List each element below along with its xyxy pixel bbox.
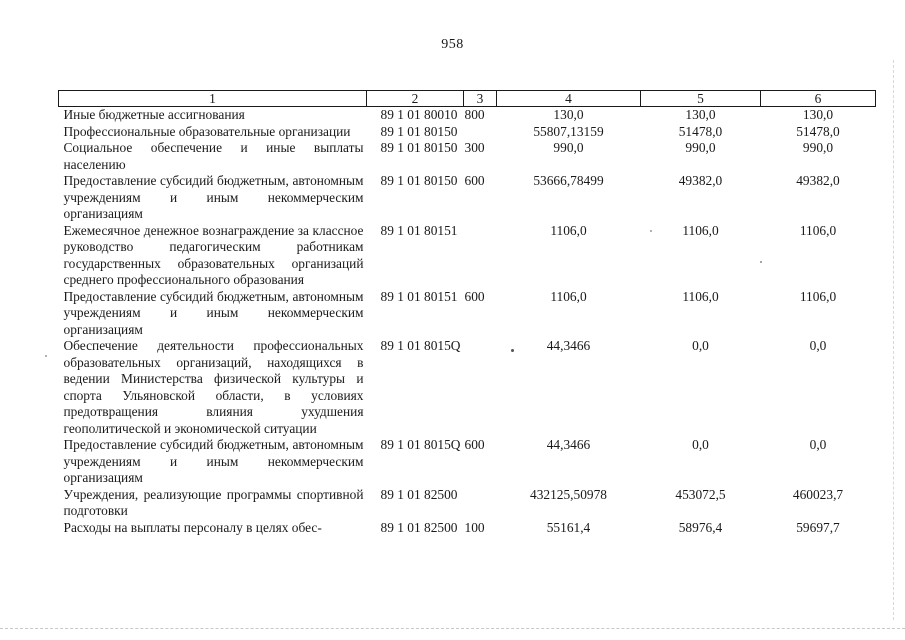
scan-speck <box>511 349 514 352</box>
row-expense-type <box>464 487 497 520</box>
table-row <box>59 487 876 520</box>
column-header-6: 6 <box>761 91 876 107</box>
row-code: 89 1 01 80150 <box>380 173 458 188</box>
row-value-6: 990,0 <box>802 140 834 155</box>
row-value-5: 51478,0 <box>678 123 723 139</box>
row-value-4: 990,0 <box>553 140 584 155</box>
row-value-5: 0,0 <box>692 338 709 353</box>
row-value-4: 53666,78499 <box>533 173 604 188</box>
row-code: 89 1 01 8015Q <box>380 338 461 353</box>
row-value-4: 432125,50978 <box>530 486 607 502</box>
row-value-6: 49382,0 <box>796 173 840 188</box>
row-value-6: 1106,0 <box>799 288 837 304</box>
row-value-5: 49382,0 <box>678 173 723 188</box>
table-row <box>59 289 876 339</box>
row-value-4: 130,0 <box>553 107 584 122</box>
row-name: Предоставление субсидий бюджетным, автономным учреждениям и иным некоммерческим организациям <box>63 173 364 221</box>
table-row <box>59 140 876 173</box>
row-value-4: 55807,13159 <box>533 123 604 139</box>
row-name: Иные бюджетные ассигнования <box>63 107 245 122</box>
row-value-6: 460023,7 <box>792 486 844 502</box>
table-row <box>59 124 876 141</box>
row-name: Профессиональные образовательные организации <box>63 123 351 139</box>
row-name: Социальное обеспечение и иные выплаты населению <box>63 140 364 172</box>
row-value-6: 0,0 <box>809 437 827 452</box>
row-expense-type <box>464 223 497 289</box>
row-name: Обеспечение деятельности профессиональных образовательных организаций, находящихся в ведении Министерства физической культуры и спорта Ульяновской области, в условиях предотвращения влияния ухудшения геополитической и экономической ситуации <box>63 338 364 436</box>
column-header-4: 4 <box>497 91 641 107</box>
column-header-1: 1 <box>59 91 367 107</box>
row-expense-type: 600 <box>464 173 485 188</box>
table-row <box>59 338 876 437</box>
row-expense-type <box>464 338 497 437</box>
scan-speck <box>45 355 47 357</box>
row-expense-type: 800 <box>464 107 485 122</box>
column-header-3: 3 <box>464 91 497 107</box>
row-value-4: 1106,0 <box>550 222 587 238</box>
row-name: Предоставление субсидий бюджетным, автономным учреждениям и иным некоммерческим организациям <box>63 288 364 337</box>
table-row <box>59 223 876 289</box>
table-row <box>59 173 876 223</box>
row-value-5: 58976,4 <box>678 519 723 535</box>
page-number: 958 <box>441 37 464 52</box>
column-header-5: 5 <box>641 91 761 107</box>
row-value-5: 453072,5 <box>675 486 726 502</box>
row-value-5: 130,0 <box>685 107 716 122</box>
row-name: Расходы на выплаты персоналу в целях обес- <box>63 519 322 535</box>
row-value-6: 59697,7 <box>796 519 840 535</box>
table-row <box>59 520 876 537</box>
scan-speck <box>760 261 762 263</box>
row-code: 89 1 01 8015Q <box>380 437 461 452</box>
row-expense-type <box>464 124 497 141</box>
table-row <box>59 437 876 487</box>
row-expense-type: 100 <box>464 519 485 535</box>
table-body <box>59 107 876 537</box>
row-name: Учреждения, реализующие программы спортивной подготовки <box>63 486 364 518</box>
row-code: 89 1 01 82500 <box>380 519 458 535</box>
row-expense-type: 600 <box>464 288 485 304</box>
row-value-5: 1106,0 <box>682 288 719 304</box>
row-code: 89 1 01 82500 <box>380 486 458 502</box>
column-header-2: 2 <box>367 91 464 107</box>
row-value-4: 44,3466 <box>546 437 591 452</box>
row-value-6: 51478,0 <box>796 123 840 139</box>
row-value-4: 55161,4 <box>546 519 591 535</box>
row-expense-type: 600 <box>464 437 485 452</box>
scan-edge-right <box>893 60 895 620</box>
scan-speck <box>650 230 652 232</box>
row-name: Ежемесячное денежное вознаграждение за классное руководство педагогическим работникам государственных образовательных организаций среднего профессионального образования <box>63 222 364 287</box>
budget-table <box>58 90 876 536</box>
table-row <box>59 107 876 124</box>
row-value-6: 1106,0 <box>799 222 837 238</box>
row-code: 89 1 01 80151 <box>380 288 458 304</box>
row-code: 89 1 01 80010 <box>380 107 458 122</box>
row-value-4: 1106,0 <box>550 288 587 304</box>
row-value-6: 130,0 <box>802 107 834 122</box>
row-code: 89 1 01 80150 <box>380 140 458 155</box>
row-value-5: 990,0 <box>685 140 716 155</box>
row-code: 89 1 01 80150 <box>380 123 458 139</box>
row-name: Предоставление субсидий бюджетным, автономным учреждениям и иным некоммерческим организациям <box>63 437 364 485</box>
table-header <box>59 91 876 107</box>
row-value-5: 1106,0 <box>682 222 719 238</box>
row-value-6: 0,0 <box>809 338 827 353</box>
row-value-5: 0,0 <box>692 437 709 452</box>
scan-edge-bottom <box>0 628 905 630</box>
row-expense-type: 300 <box>464 140 485 155</box>
row-value-4: 44,3466 <box>546 338 591 353</box>
row-code: 89 1 01 80151 <box>380 222 458 238</box>
